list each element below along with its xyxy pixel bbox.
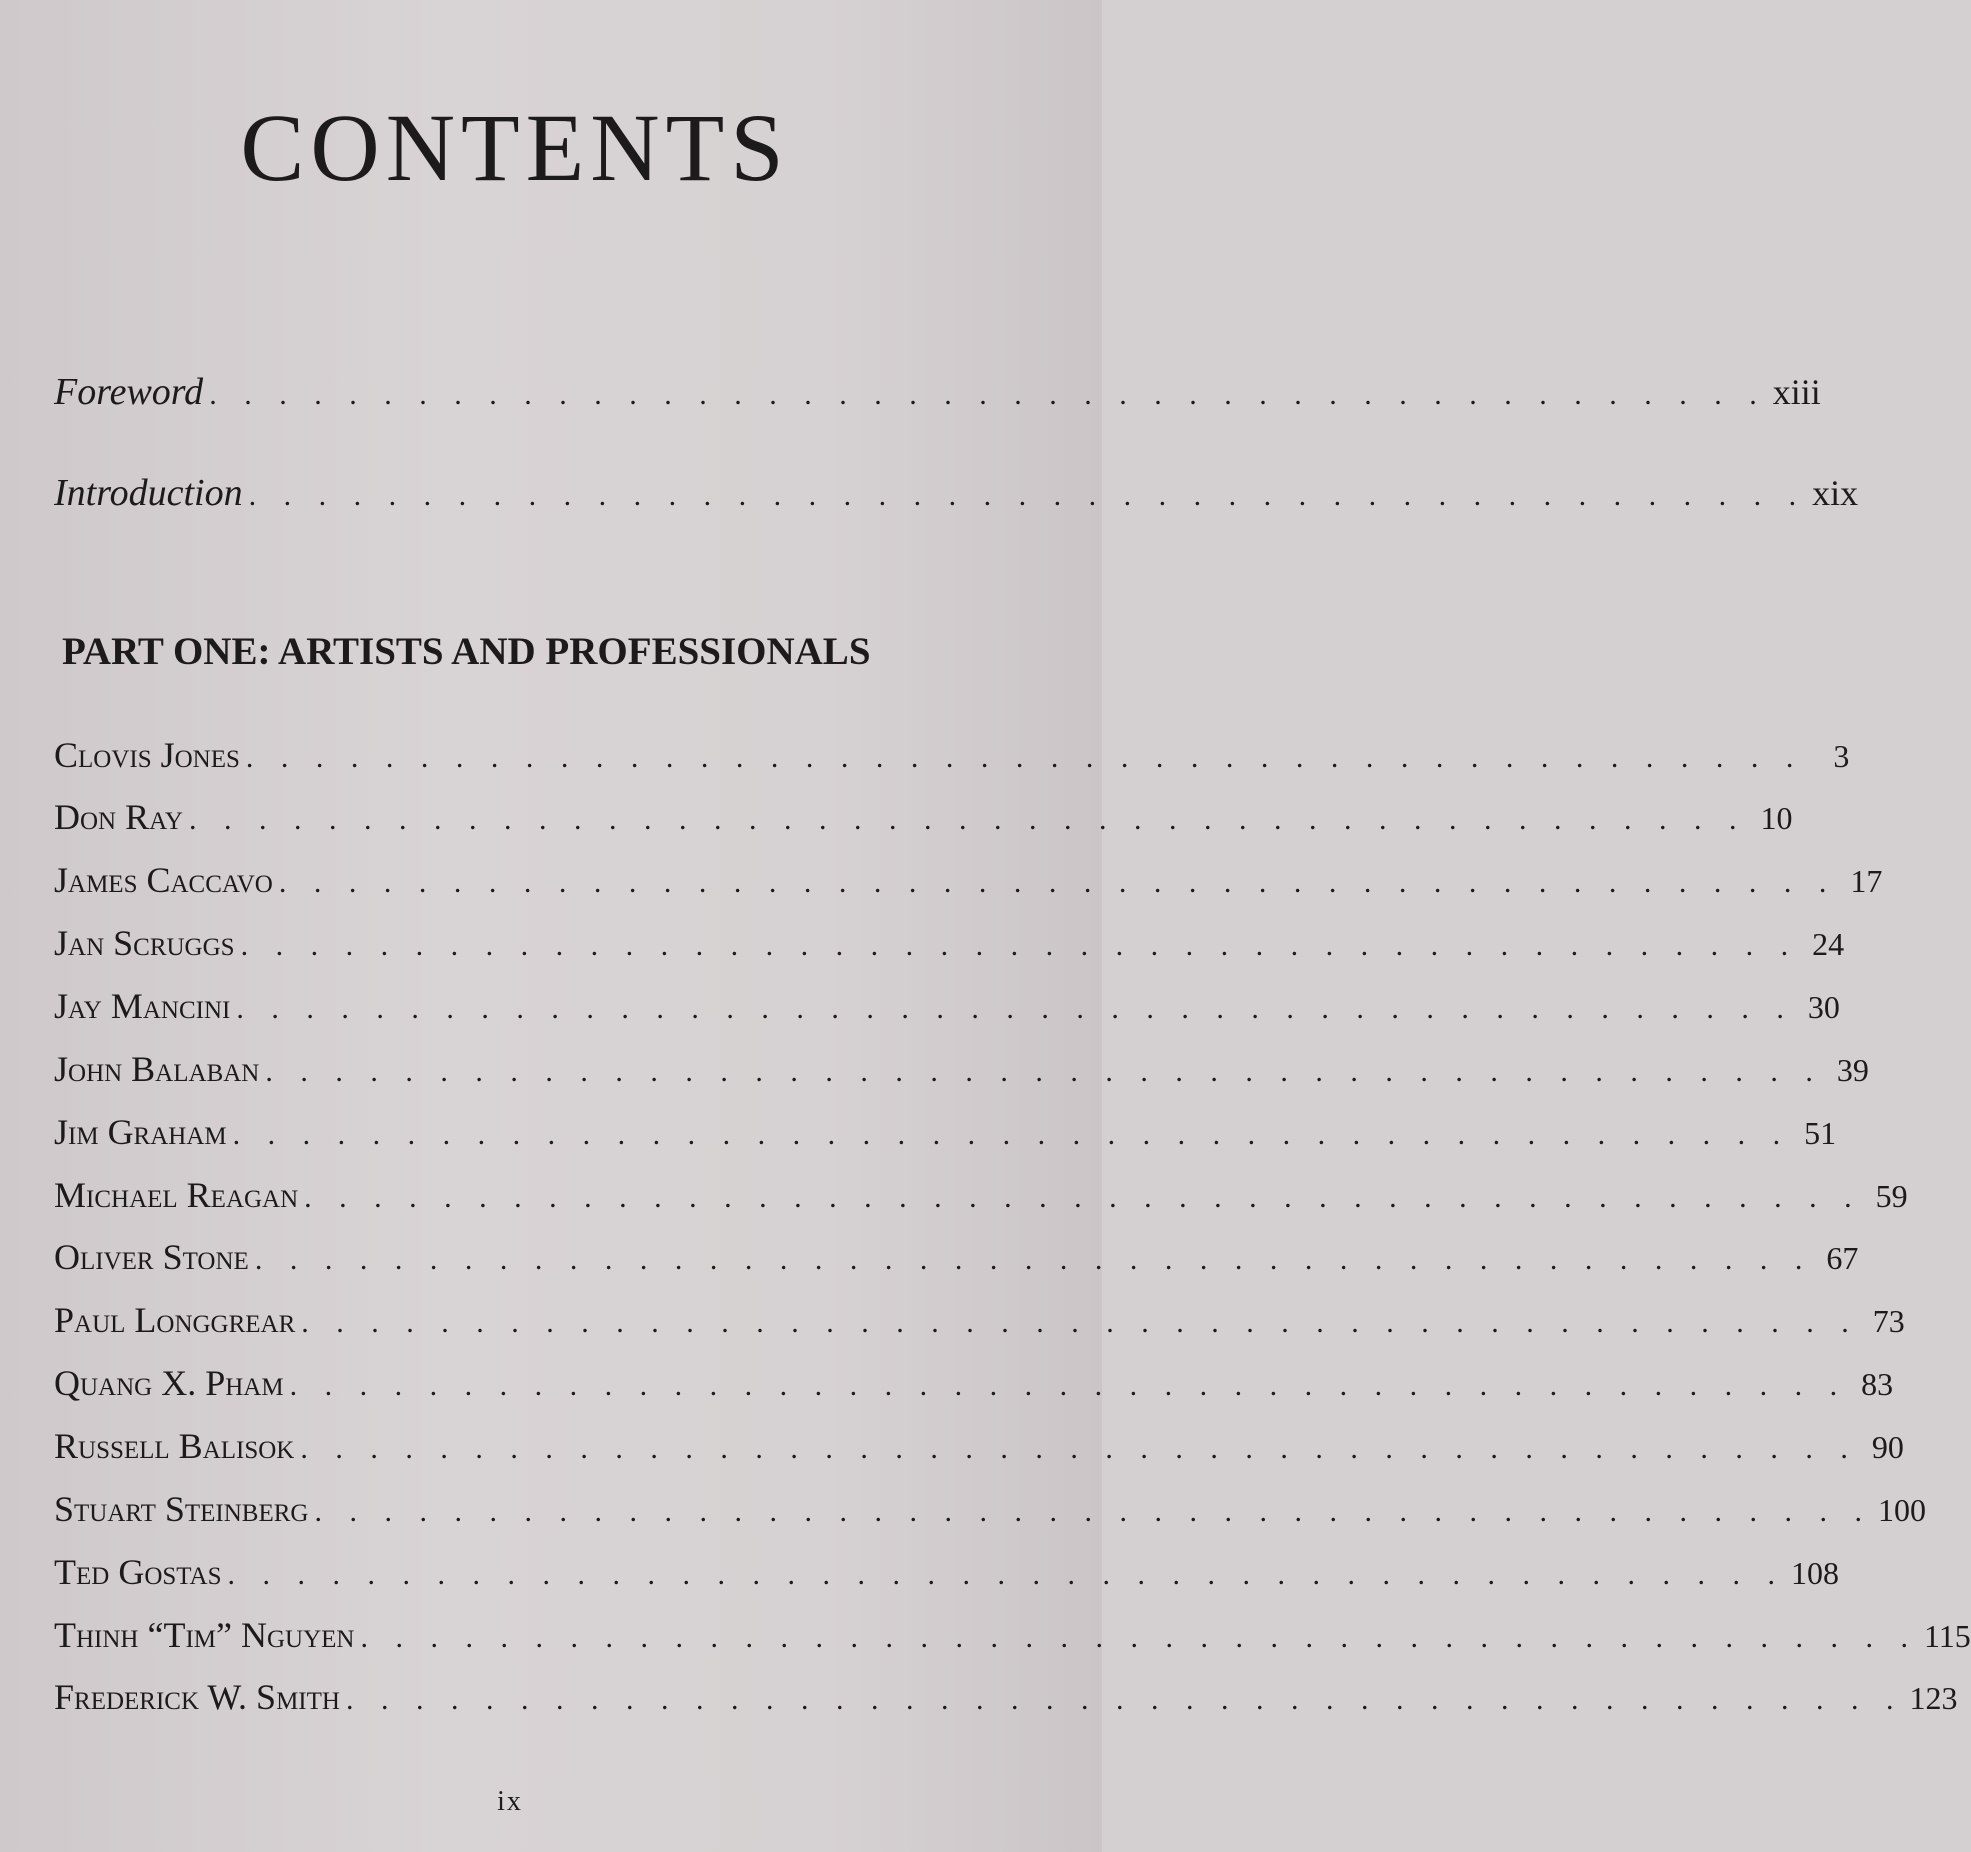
toc-entry-label: Quang X. Pham (54, 1363, 284, 1403)
dot-leader: . . . . . . . . . . . . . . . . . . . . . . . . . . . . . . . . . . . . . . . . . . . . . (232, 1118, 1791, 1151)
toc-entry-label: Don Ray (54, 797, 183, 837)
toc-entry[interactable] (54, 1425, 1904, 1473)
toc-entry-page: 30 (1807, 989, 1840, 1025)
page-number: ix (497, 1786, 523, 1817)
toc-entry-label: Jan Scruggs (54, 923, 235, 963)
toc-entry-page: 83 (1861, 1366, 1894, 1402)
dot-leader: . . . . . . . . . . . . . . . . . . . . . . . . . . . . . . . . . . . . . . . . . . . . . (188, 803, 1747, 836)
toc-entry-page: 3 (1833, 738, 1850, 774)
toc-entry-label: Michael Reagan (54, 1175, 299, 1215)
toc-entry-page: 90 (1871, 1429, 1904, 1465)
dot-leader: . . . . . . . . . . . . . . . . . . . . . . . . . . . . . . . . . . . . . . . . . . . . . (300, 1432, 1858, 1465)
toc-entry[interactable] (54, 1676, 1958, 1724)
toc-entry-page: 17 (1850, 863, 1883, 899)
toc-entry[interactable] (54, 1236, 1859, 1284)
dot-leader: . . . . . . . . . . . . . . . . . . . . . . . . . . . . . . . . . . . . . . . . . . . . . (254, 1243, 1813, 1276)
toc-entry-introduction[interactable] (54, 471, 1859, 519)
toc-entry[interactable] (54, 1111, 1837, 1159)
toc-entry[interactable] (54, 1362, 1894, 1410)
toc-entry-foreword[interactable] (54, 370, 1821, 418)
toc-entry[interactable] (54, 1174, 1908, 1222)
toc-entry-label: Stuart Steinberg (54, 1489, 309, 1529)
toc-entry-page: 123 (1909, 1680, 1958, 1716)
toc-entry-page: 59 (1875, 1178, 1908, 1214)
dot-leader: . . . . . . . . . . . . . . . . . . . . . . . . . . . . . . . . . . . . . . . . . . . . . (301, 1306, 1859, 1339)
toc-entry-page: 67 (1826, 1240, 1859, 1276)
toc-entry-page: 115 (1923, 1618, 1971, 1654)
dot-leader: . . . . . . . . . . . . . . . . . . . . . . . . . . . . . . . . . . . . . . . . . . . . . (236, 992, 1794, 1025)
dot-leader: . . . . . . . . . . . . . . . . . . . . . . . . . . . . . . . . . . . . . . . . . . . . . (227, 1558, 1785, 1591)
toc-entry-label: Frederick W. Smith (54, 1677, 340, 1717)
toc-entry-page: xiii (1772, 372, 1821, 412)
toc-entry[interactable] (54, 859, 1883, 907)
toc-entry[interactable] (54, 796, 1793, 844)
toc-entry-page: 108 (1791, 1555, 1839, 1591)
toc-entry-label: Jim Graham (54, 1112, 227, 1152)
dot-leader: . . . . . . . . . . . . . . . . . . . . . . . . . . . . . . . . . . . . . . . . . . . . . (345, 1683, 1904, 1716)
dot-leader: . . . . . . . . . . . . . . . . . . . . . . . . . . . . . . . . . . . . . . . . . . . . . (245, 741, 1804, 774)
dot-leader: . . . . . . . . . . . . . . . . . . . . . . . . . . . . . . . . . . . . . . . . . . . . . (360, 1621, 1918, 1654)
toc-entry-page: 73 (1872, 1303, 1905, 1339)
toc-entry-page: xix (1812, 473, 1859, 513)
dot-leader: . . . . . . . . . . . . . . . . . . . . . . . . . . . . . . . . . . . . . . . . . . . . . (314, 1495, 1872, 1528)
toc-entry[interactable] (54, 1488, 1926, 1536)
dot-leader: . . . . . . . . . . . . . . . . . . . . . . . . . . . . . . . . . . . . . . . . . . . . . (265, 1055, 1823, 1088)
toc-entry[interactable] (54, 985, 1840, 1033)
toc-entry-label: James Caccavo (54, 860, 273, 900)
toc-entry-label: Paul Longgrear (54, 1300, 296, 1340)
toc-entry-label: Foreword (54, 371, 204, 413)
toc-entry-label: Introduction (54, 472, 243, 514)
dot-leader: . . . . . . . . . . . . . . . . . . . . . . . . . . . . . . . . . . . . . . . . . . . . . (248, 479, 1807, 512)
toc-entry-label: Ted Gostas (54, 1552, 222, 1592)
dot-leader: . . . . . . . . . . . . . . . . . . . . . . . . . . . . . . . . . . . . . . . . . . . . . (278, 866, 1837, 899)
dot-leader: . . . . . . . . . . . . . . . . . . . . . . . . . . . . . . . . . . . . . . . . . . . . . (209, 378, 1767, 411)
toc-entry-label: Thinh “Tim” Nguyen (54, 1615, 355, 1655)
toc-entry[interactable] (54, 1299, 1905, 1347)
toc-entry-page: 24 (1812, 926, 1845, 962)
dot-leader: . . . . . . . . . . . . . . . . . . . . . . . . . . . . . . . . . . . . . . . . . . . . . (289, 1369, 1848, 1402)
part-one-heading: PART ONE: ARTISTS AND PROFESSIONALS (62, 630, 871, 673)
toc-entry-label: Clovis Jones (54, 735, 240, 775)
dot-leader: . . . . . . . . . . . . . . . . . . . . . . . . . . . . . . . . . . . . . . . . . . . . . (304, 1181, 1862, 1214)
dot-leader: . . . . . . . . . . . . . . . . . . . . . . . . . . . . . . . . . . . . . . . . . . . . . (240, 929, 1799, 962)
toc-entry-page: 10 (1760, 800, 1793, 836)
toc-entry-page: 100 (1877, 1492, 1926, 1528)
toc-entry-page: 51 (1804, 1115, 1837, 1151)
toc-entry-page: 39 (1836, 1052, 1869, 1088)
toc-entry[interactable] (54, 734, 1850, 782)
toc-entry[interactable] (54, 922, 1845, 970)
toc-entry-label: Russell Balisok (54, 1426, 295, 1466)
toc-entry[interactable] (54, 1048, 1869, 1096)
toc-entry[interactable] (54, 1551, 1839, 1599)
toc-entry-label: Jay Mancini (54, 986, 231, 1026)
toc-entry[interactable] (54, 1614, 1971, 1662)
contents-title: CONTENTS (240, 94, 790, 201)
toc-entry-label: Oliver Stone (54, 1237, 249, 1277)
toc-entry-label: John Balaban (54, 1049, 260, 1089)
